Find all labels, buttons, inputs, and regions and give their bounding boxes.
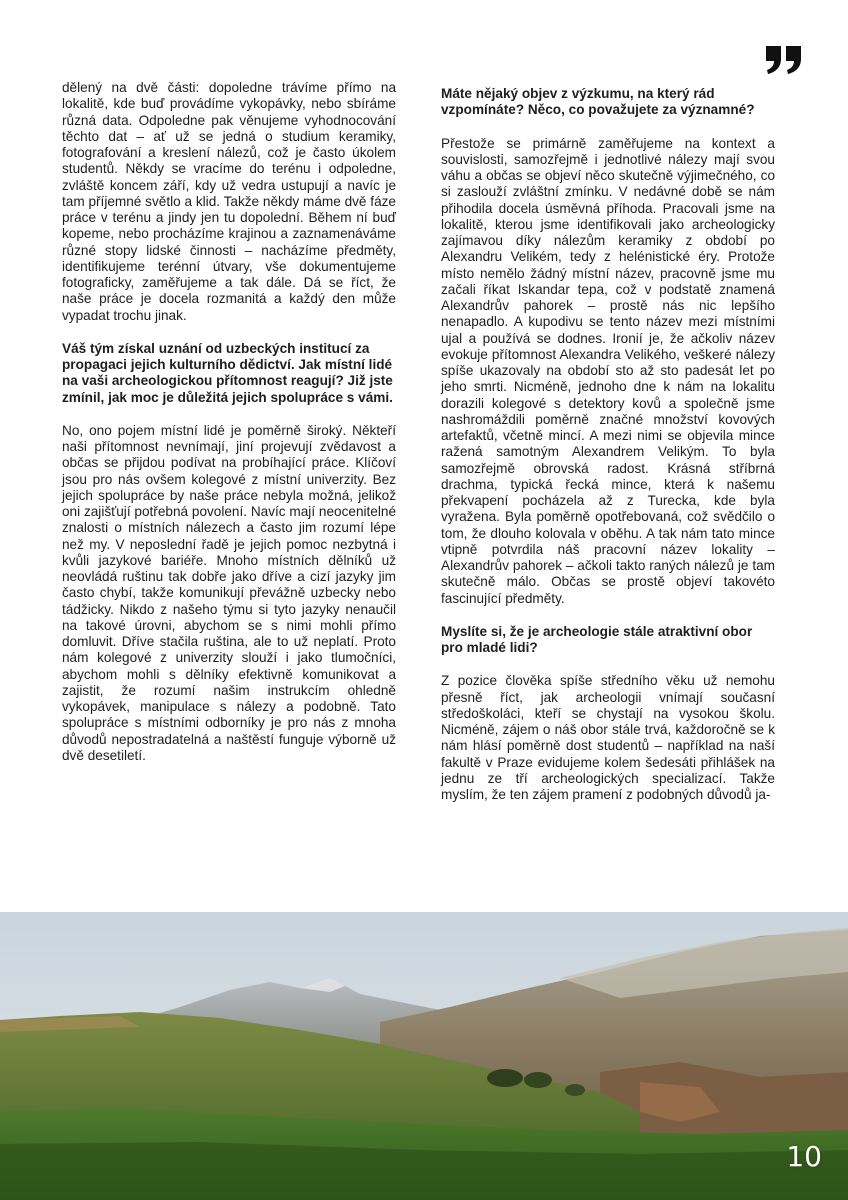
left-paragraph-2: No, ono pojem místní lidé je poměrně široký. Někteří naši přítomnost nevnímají, jiní projevují zvědavost a občas se přijdou podívat na probíhající práce. Klíčoví jsou pro nás ovšem kolegové z místní univerzity. Bez jejich spolupráce by naše práce nebyla možná, jelikož oni zajišťují potřebná povolení. Navíc mají neocenitelné znalosti o místních nálezech a často jim rozumí lépe než my. V neposlední řadě je jejich pomoc nezbytná i kvůli jazykové bariéře. Mnoho místních dělníků už neovládá ruštinu tak dobře jako dříve a cizí jazyky jim často chybí, takže komunikují převážně uzbecky nebo tádžicky. Nikdo z našeho týmu si tyto jazyky nenaučil na takové úrovni, abychom se s nimi mohli přímo domluvit. Dříve stačila ruština, ale to už neplatí. Proto nám kolegové z univerzity slouží i jako tlumočníci, abychom mohli s dělníky efektivně komunikovat a zajistit, že rozumí našim instrukcím ohledně vykopávek, manipulace s nálezy a podobně. Tato spolupráce s místními odborníky je pro nás z mnoha důvodů nepostradatelná a naštěstí funguje výborně už dvě desetiletí. <box>62 422 396 763</box>
right-column <box>441 80 775 820</box>
left-column <box>62 80 396 781</box>
page-number: 10 <box>786 1140 822 1173</box>
left-question-1: Váš tým získal uznání od uzbeckých institucí za propagaci jejich kulturního dědictví. Jak místní lidé na vaši archeologickou přítomnost reagují? Již jste zmínil, jak moc je důležitá jejich spolupráce s vámi. <box>62 340 393 405</box>
closing-quote-icon <box>764 46 804 74</box>
mountain-landscape-photo <box>0 912 848 1200</box>
right-question-2: Myslíte si, že je archeologie stále atraktivní obor pro mladé lidi? <box>441 623 753 655</box>
right-paragraph-2: Z pozice člověka spíše středního věku už nemohu přesně říct, jak archeologii vnímají současní středoškoláci, kteří se chystají na vysokou školu. Nicméně, zájem o náš obor stále trvá, každoročně se k nám hlásí poměrně dost studentů – například na naší fakultě v Praze evidujeme kolem šedesáti přihlášek na jednu ze tří archeologických specializací. Takže myslím, že ten zájem pramení z podobných důvodů ja- <box>441 673 775 802</box>
right-paragraph-1: Přestože se primárně zaměřujeme na kontext a souvislosti, samozřejmě i jednotlivé nálezy mají svou váhu a občas se objeví něco skutečně výjimečného, co si zaslouží zvláštní zmínku. V nedávné době se nám přihodila docela úsměvná příhoda. Pracovali jsme na lokalitě, kterou jsme identifikovali jako archeologicky zajímavou díky nálezům keramiky z období po Alexandru Velikém, tedy z helénistické éry. Protože místo nemělo žádný místní název, pracovně jsme mu začali říkat Iskandar tepa, což v podstatě znamená Alexandrův pahorek – prostě nás nic lepšího nenapadlo. A kupodivu se tento název mezi místními ujal a používá se dodnes. Ironií je, že ačkoliv název evokuje přítomnost Alexandra Velikého, veškeré nálezy spíše ukazovaly na období sto až sto padesát let po jeho smrti. Nicméně, jednoho dne k nám na lokalitu dorazili kolegové s detektory kovů a společně jsme nashromáždili poměrně značné množství kovových artefaktů, včetně mincí. A mezi nimi se objevila mince ražená samotným Alexandrem Velikým. To byla samozřejmě obrovská radost. Krásná stříbrná drachma, typická řecká mince, která k našemu překvapení pocházela až z Turecka, kde byla vyražena. Byla poměrně opotřebovaná, což svědčilo o tom, že dlouho kolovala v oběhu. A tak nám tato mince vtipně potvrdila náš pracovní název lokality – Alexandrův pahorek – ačkoli takto raných nálezů je tam skutečně málo. Občas se prostě objeví takovéto fascinující předměty. <box>441 135 775 606</box>
right-question-1: Máte nějaký objev z výzkumu, na který rád vzpomínáte? Něco, co považujete za významné? <box>441 86 755 118</box>
left-paragraph-1: dělený na dvě části: dopoledne trávíme přímo na lokalitě, kde buď provádíme vykopávky, nebo sbíráme různá data. Odpoledne pak věnujeme vyhodnocování těchto dat – ať už se jedná o studium keramiky, fotografování a kreslení nálezů, což je často úkolem studentů. Někdy se vracíme do terénu i odpoledne, zvláště koncem září, kdy už vedra ustupují a navíc je tam příjemné světlo a klid. Takže někdy máme dvě fáze práce v terénu a jindy jen tu dopolední. Během ní buď kopeme, nebo procházíme krajinou a zaznamenáváme různé stopy lidské činnosti – nacházíme předměty, identifikujeme terénní útvary, vše dokumentujeme fotograficky, zaměřujeme a tak dále. Dá se říct, že naše práce je docela rozmanitá a každý den může vypadat trochu jinak. <box>62 80 396 323</box>
